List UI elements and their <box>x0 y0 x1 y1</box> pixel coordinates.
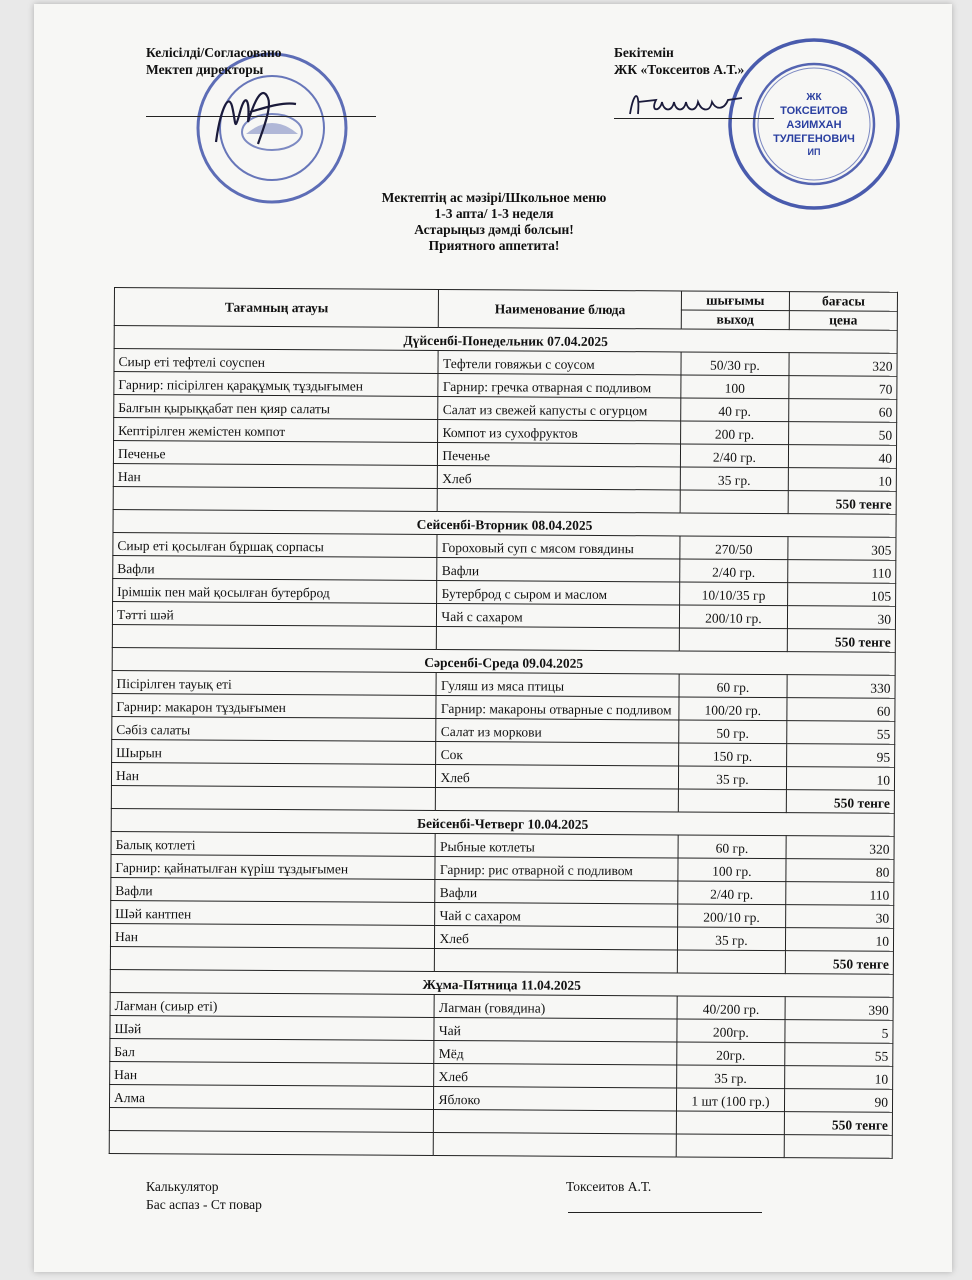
confirm-block <box>614 44 744 78</box>
dish-name-kz: Алма <box>109 1084 434 1109</box>
dish-name-kz: Вафли <box>111 877 436 902</box>
empty-cell <box>113 486 438 511</box>
approved-label: Келісілді/Согласовано <box>146 45 282 60</box>
dish-name-ru: Яблоко <box>434 1086 676 1110</box>
dish-name-kz: Тәтті шәй <box>112 601 437 626</box>
svg-text:ТУЛЕГЕНОВИЧ: ТУЛЕГЕНОВИЧ <box>773 133 855 145</box>
dish-name-kz: Нан <box>110 923 435 948</box>
dish-name-ru: Бутерброд с сыром и маслом <box>437 580 679 604</box>
calculator-label: Калькулятор <box>146 1179 219 1194</box>
day-title: Сәрсенбі-Среда 09.04.2025 <box>112 647 895 675</box>
dish-price: 320 <box>789 353 897 377</box>
dish-name-ru: Сок <box>436 741 678 765</box>
dish-name-kz: Кептірілген жемістен компот <box>114 418 439 443</box>
dish-name-ru: Гарнир: рис отварной с подливом <box>435 856 677 880</box>
dish-output: 200 гр. <box>680 421 788 445</box>
dish-price: 55 <box>785 1043 893 1067</box>
dish-output: 20гр. <box>677 1042 785 1066</box>
dish-price: 70 <box>789 376 897 400</box>
dish-name-ru: Чай с сахаром <box>435 902 677 926</box>
entrepreneur-signature <box>626 84 746 124</box>
menu-greeting-kz: Астарыңыз дәмді болсын! <box>414 222 574 237</box>
blank-row <box>109 1130 892 1158</box>
dish-name-kz: Шырын <box>112 739 437 764</box>
dish-output: 50/30 гр. <box>681 352 789 376</box>
dish-price: 30 <box>786 905 894 929</box>
empty-cell <box>679 628 787 652</box>
entrepreneur-seal-stamp <box>724 34 904 214</box>
col-output-kz: шығымы <box>681 291 789 311</box>
dish-price: 95 <box>787 744 895 768</box>
col-output-ru: выход <box>681 310 789 330</box>
dish-name-ru: Чай <box>434 1017 676 1041</box>
col-price-kz: бағасы <box>789 292 897 312</box>
empty-cell <box>436 787 678 811</box>
dish-name-ru: Хлеб <box>438 465 680 489</box>
dish-price: 390 <box>785 997 893 1021</box>
dish-name-ru: Вафли <box>437 557 679 581</box>
empty-cell <box>784 1135 892 1159</box>
menu-title-block <box>294 190 694 254</box>
dish-output: 60 гр. <box>679 674 787 698</box>
dish-name-ru: Печенье <box>438 442 680 466</box>
dish-price: 10 <box>786 767 894 791</box>
dish-price: 5 <box>785 1020 893 1044</box>
dish-output: 100/20 гр. <box>679 697 787 721</box>
dish-output: 1 шт (100 гр.) <box>676 1088 784 1112</box>
empty-cell <box>434 1132 676 1156</box>
dish-output: 40/200 гр. <box>677 996 785 1020</box>
dish-price: 105 <box>788 583 896 607</box>
day-total: 550 тенге <box>787 629 895 653</box>
dish-output: 35 гр. <box>678 766 786 790</box>
menu-week: 1-3 апта/ 1-3 неделя <box>434 206 554 221</box>
dish-name-ru: Тефтели говяжьи с соусом <box>438 350 680 374</box>
dish-output: 2/40 гр. <box>680 444 788 468</box>
menu-table <box>109 287 898 1159</box>
dish-price: 10 <box>788 468 896 492</box>
dish-output: 2/40 гр. <box>679 559 787 583</box>
dish-name-kz: Гарнир: макарон тұздығымен <box>112 693 437 718</box>
dish-output: 100 <box>681 375 789 399</box>
empty-cell <box>111 785 436 810</box>
dish-price: 10 <box>785 928 893 952</box>
day-total: 550 тенге <box>788 491 896 515</box>
day-title: Дүйсенбі-Понедельник 07.04.2025 <box>114 326 897 354</box>
empty-cell <box>676 1134 784 1158</box>
dish-output: 100 гр. <box>678 858 786 882</box>
dish-price: 60 <box>789 399 897 423</box>
svg-text:ИП: ИП <box>807 147 821 157</box>
day-title: Бейсенбі-Четверг 10.04.2025 <box>111 808 894 836</box>
dish-price: 320 <box>786 836 894 860</box>
dish-name-ru: Хлеб <box>435 925 677 949</box>
dish-price: 80 <box>786 859 894 883</box>
dish-name-ru: Рыбные котлеты <box>435 833 677 857</box>
empty-cell <box>435 948 677 972</box>
dish-name-kz: Шәй кантпен <box>111 900 436 925</box>
menu-greeting-ru: Приятного аппетита! <box>428 238 560 253</box>
day-total: 550 тенге <box>786 790 894 814</box>
dish-name-kz: Лағман (сиыр еті) <box>110 992 435 1017</box>
dish-price: 60 <box>787 698 895 722</box>
dish-name-ru: Хлеб <box>434 1063 676 1087</box>
day-title: Сейсенбі-Вторник 08.04.2025 <box>113 509 896 537</box>
dish-name-kz: Печенье <box>113 441 438 466</box>
svg-text:ЖК: ЖК <box>806 92 822 103</box>
dish-output: 10/10/35 гр <box>679 582 787 606</box>
chief-cook-label: Бас аспаз - Ст повар <box>146 1197 262 1212</box>
dish-name-ru: Лагман (говядина) <box>435 994 677 1018</box>
empty-cell <box>109 1107 434 1132</box>
dish-name-kz: Вафли <box>113 555 438 580</box>
dish-name-ru: Салат из моркови <box>436 718 678 742</box>
dish-name-ru: Гороховый суп с мясом говядины <box>437 534 679 558</box>
empty-cell <box>676 1111 784 1135</box>
empty-cell <box>678 789 786 813</box>
svg-text:АЗИМХАН: АЗИМХАН <box>786 119 842 131</box>
dish-name-kz: Шәй <box>110 1015 435 1040</box>
dish-name-kz: Нан <box>113 463 438 488</box>
dish-name-ru: Гарнир: гречка отварная с подливом <box>438 373 680 397</box>
dish-output: 35 гр. <box>677 927 785 951</box>
empty-cell <box>437 626 679 650</box>
dish-name-kz: Гарнир: пісірілген қарақұмық тұздығымен <box>114 372 439 397</box>
confirm-label: Бекітемін <box>614 45 674 60</box>
dish-name-ru: Мёд <box>434 1040 676 1064</box>
confirm-name: ЖК «Токсеитов А.Т.» <box>614 62 745 77</box>
dish-name-ru: Компот из сухофруктов <box>438 419 680 443</box>
dish-price: 10 <box>785 1066 893 1090</box>
dish-name-kz: Сәбіз салаты <box>112 716 437 741</box>
dish-name-ru: Гарнир: макароны отварные с подливом <box>436 695 678 719</box>
empty-cell <box>112 624 437 649</box>
dish-name-kz: Сиыр еті тефтелі соуспен <box>114 349 439 374</box>
dish-name-kz: Бал <box>110 1038 435 1063</box>
dish-name-kz: Сиыр еті қосылған бұршақ сорпасы <box>113 532 438 557</box>
dish-name-kz: Ірімшік пен май қосылған бутерброд <box>113 578 438 603</box>
dish-name-ru: Чай с сахаром <box>437 603 679 627</box>
empty-cell <box>434 1109 676 1133</box>
dish-output: 60 гр. <box>678 835 786 859</box>
dish-name-ru: Хлеб <box>436 764 678 788</box>
dish-price: 30 <box>787 606 895 630</box>
empty-cell <box>109 1130 434 1155</box>
menu-title: Мектептің ас мәзірі/Школьное меню <box>381 190 607 205</box>
day-total: 550 тенге <box>785 951 893 975</box>
document-page <box>34 4 952 1272</box>
dish-name-kz: Нан <box>111 762 436 787</box>
dish-price: 90 <box>784 1089 892 1113</box>
dish-price: 40 <box>788 445 896 469</box>
dish-output: 150 гр. <box>678 743 786 767</box>
footer-signature-line <box>568 1212 762 1213</box>
dish-price: 50 <box>789 422 897 446</box>
day-title: Жұма-Пятница 11.04.2025 <box>110 969 893 997</box>
empty-cell <box>438 488 680 512</box>
dish-output: 2/40 гр. <box>678 881 786 905</box>
footer-signer: Токсеитов А.Т. <box>566 1179 652 1194</box>
director-signature <box>210 72 300 152</box>
dish-name-ru: Салат из свежей капусты с огурцом <box>438 396 680 420</box>
dish-output: 200гр. <box>677 1019 785 1043</box>
col-name-ru: Наименование блюда <box>439 289 682 328</box>
col-price-ru: цена <box>789 311 897 331</box>
dish-price: 55 <box>787 721 895 745</box>
dish-output: 200/10 гр. <box>677 904 785 928</box>
dish-output: 270/50 <box>680 536 788 560</box>
empty-cell <box>677 950 785 974</box>
dish-price: 110 <box>788 560 896 584</box>
empty-cell <box>110 946 435 971</box>
empty-cell <box>680 490 788 514</box>
dish-output: 40 гр. <box>680 398 788 422</box>
dish-price: 330 <box>787 675 895 699</box>
dish-output: 35 гр. <box>680 467 788 491</box>
dish-name-kz: Гарнир: қайнатылған күріш тұздығымен <box>111 854 436 879</box>
director-role: Мектеп директоры <box>146 62 264 77</box>
menu-table-body <box>109 326 897 1159</box>
svg-text:ТОКСЕИТОВ: ТОКСЕИТОВ <box>780 105 848 117</box>
dish-name-kz: Нан <box>110 1061 435 1086</box>
dish-name-ru: Вафли <box>435 879 677 903</box>
day-total: 550 тенге <box>784 1112 892 1136</box>
dish-name-kz: Пісірілген тауық еті <box>112 670 437 695</box>
dish-price: 305 <box>788 537 896 561</box>
footer-left <box>146 1178 262 1214</box>
dish-output: 200/10 гр. <box>679 605 787 629</box>
dish-output: 50 гр. <box>679 720 787 744</box>
dish-price: 110 <box>786 882 894 906</box>
dish-name-ru: Гуляш из мяса птицы <box>436 672 678 696</box>
dish-output: 35 гр. <box>676 1065 784 1089</box>
dish-name-kz: Балық котлеті <box>111 831 436 856</box>
table-header-row <box>114 288 897 312</box>
col-name-kz: Тағамның атауы <box>114 288 439 328</box>
dish-name-kz: Балғын қырыққабат пен қияр салаты <box>114 395 439 420</box>
